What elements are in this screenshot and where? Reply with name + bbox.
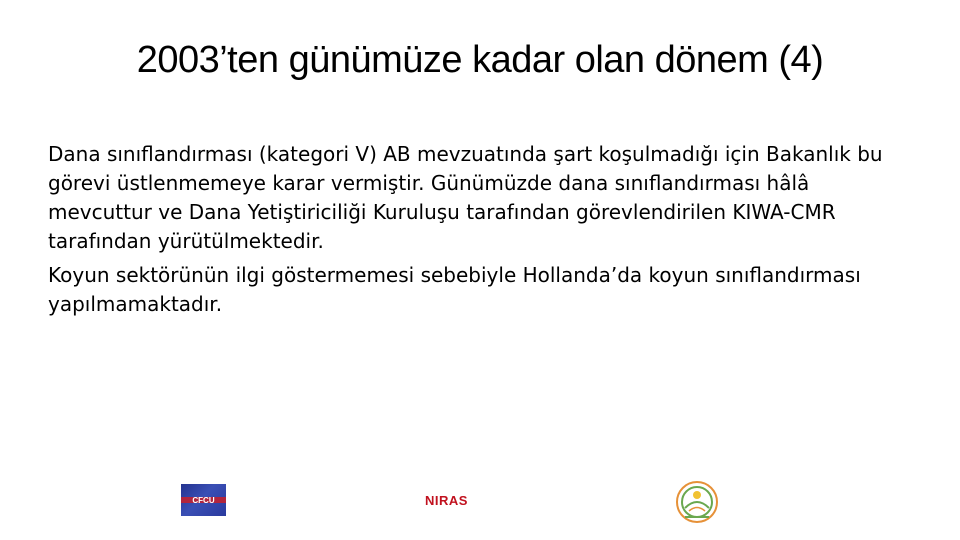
cfcu-logo (181, 484, 226, 516)
slide-body (48, 140, 898, 324)
cfcu-logo-text: CFCU (192, 495, 215, 505)
slide-title: 2003’ten günümüze kadar olan dönem (4) (136, 39, 824, 81)
paragraph-2: Koyun sektörünün ilgi göstermemesi sebebiyle Hollanda’da koyun sınıflandırması yapılmamaktadır. (48, 263, 861, 316)
niras-logo: NIRAS (425, 493, 468, 508)
paragraph-1: Dana sınıflandırması (kategori V) AB mevzuatında şart koşulmadığı için Bakanlık bu görevi üstlenmemeye karar vermiştir. Günümüzde dana sınıflandırması hâlâ mevcuttur ve Dana Yetiştiriciliği Kuruluşu tarafından görevlendirilen KIWA-CMR tarafından yürütülmektedir. (48, 142, 883, 253)
footer-logos (0, 480, 960, 524)
ministry-seal-icon (675, 480, 719, 524)
